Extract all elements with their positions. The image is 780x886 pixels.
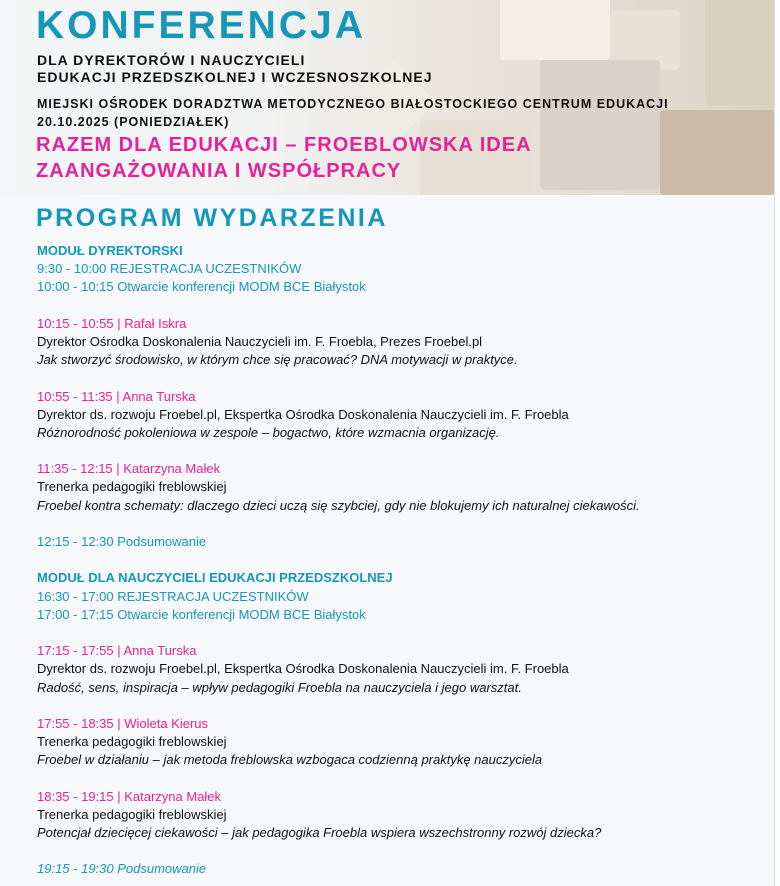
program-schedule xyxy=(37,242,774,879)
speaker-role: Dyrektor ds. rozwoju Froebel.pl, Ekspertka Ośrodka Doskonalenia Nauczycieli im. F. Froebla xyxy=(37,406,569,422)
speaker-role: Trenerka pedagogiki freblowskiej xyxy=(37,806,227,822)
theme-line-1: RAZEM DLA EDUKACJI – FROEBLOWSKA IDEA xyxy=(36,134,532,156)
talk-topic: Różnorodność pokoleniowa w zespole – bogactwo, które wzmacnia organizację. xyxy=(37,424,500,440)
talk-topic: Froebel kontra schematy: dlaczego dzieci uczą się szybciej, gdy nie blokujemy ich naturalnej ciekawości. xyxy=(37,497,640,513)
conference-theme xyxy=(36,132,532,184)
audience-line-1: DLA DYREKTORÓW I NAUCZYCIELI xyxy=(37,52,306,68)
theme-line-2: ZAANGAŻOWANIA I WSPÓŁPRACY xyxy=(36,160,402,182)
event-date: 20.10.2025 (PONIEDZIAŁEK) xyxy=(37,115,230,129)
header-banner xyxy=(0,0,774,195)
module-title: MODUŁ DYREKTORSKI xyxy=(37,243,183,258)
talk-time-speaker: 10:15 - 10:55 | Rafał Iskra xyxy=(37,315,187,331)
speaker-role: Dyrektor ds. rozwoju Froebel.pl, Ekspertka Ośrodka Doskonalenia Nauczycieli im. F. Froebla xyxy=(37,661,569,677)
talk-topic: Radość, sens, inspiracja – wpływ pedagogiki Froebla na nauczyciela i jego warsztat. xyxy=(37,679,522,695)
opening-time: 10:00 - 10:15 Otwarcie konferencji MODM BCE Białystok xyxy=(37,279,366,295)
talk-time-speaker: 17:15 - 17:55 | Anna Turska xyxy=(37,643,197,659)
conference-audience xyxy=(37,52,432,86)
speaker-role: Trenerka pedagogiki freblowskiej xyxy=(37,734,227,750)
talk-time-speaker: 10:55 - 11:35 | Anna Turska xyxy=(37,388,196,404)
summary-time: 12:15 - 12:30 Podsumowanie xyxy=(37,534,207,549)
speaker-role: Trenerka pedagogiki freblowskiej xyxy=(37,479,227,495)
talk-time-speaker: 18:35 - 19:15 | Katarzyna Małek xyxy=(37,788,222,804)
opening-time: 17:00 - 17:15 Otwarcie konferencji MODM BCE Białystok xyxy=(37,606,366,622)
registration-time: 16:30 - 17:00 REJESTRACJA UCZESTNIKÓW xyxy=(37,588,309,604)
conference-title: KONFERENCJA xyxy=(36,4,366,47)
speaker-role: Dyrektor Ośrodka Doskonalenia Nauczycieli im. F. Froebla, Prezes Froebel.pl xyxy=(37,333,483,349)
audience-line-2: EDUKACJI PRZEDSZKOLNEJ I WCZESNOSZKOLNEJ xyxy=(37,69,433,85)
talk-topic: Jak stworzyć środowisko, w którym chce się pracować? DNA motywacji w praktyce. xyxy=(37,352,518,368)
talk-time-speaker: 11:35 - 12:15 | Katarzyna Małek xyxy=(37,461,221,477)
organizer-info xyxy=(37,95,669,131)
module-title: MODUŁ DLA NAUCZYCIELI EDUKACJI PRZEDSZKOLNEJ xyxy=(37,570,393,586)
summary-time: 19:15 - 19:30 Podsumowanie xyxy=(37,861,207,877)
talk-topic: Potencjał dziecięcej ciekawości – jak pedagogika Froebla wspiera wszechstronny rozwój dziecka? xyxy=(37,825,602,840)
program-heading: PROGRAM WYDARZENIA xyxy=(36,204,388,232)
talk-time-speaker: 17:55 - 18:35 | Wioleta Kierus xyxy=(37,715,209,731)
registration-time: 9:30 - 10:00 REJESTRACJA UCZESTNIKÓW xyxy=(37,261,302,277)
talk-topic: Froebel w działaniu – jak metoda freblowska wzbogaca codzienną praktykę nauczyciela xyxy=(37,752,543,768)
organizer-name: MIEJSKI OŚRODEK DORADZTWA METODYCZNEGO BIAŁOSTOCKIEGO CENTRUM EDUKACJI xyxy=(37,97,669,111)
